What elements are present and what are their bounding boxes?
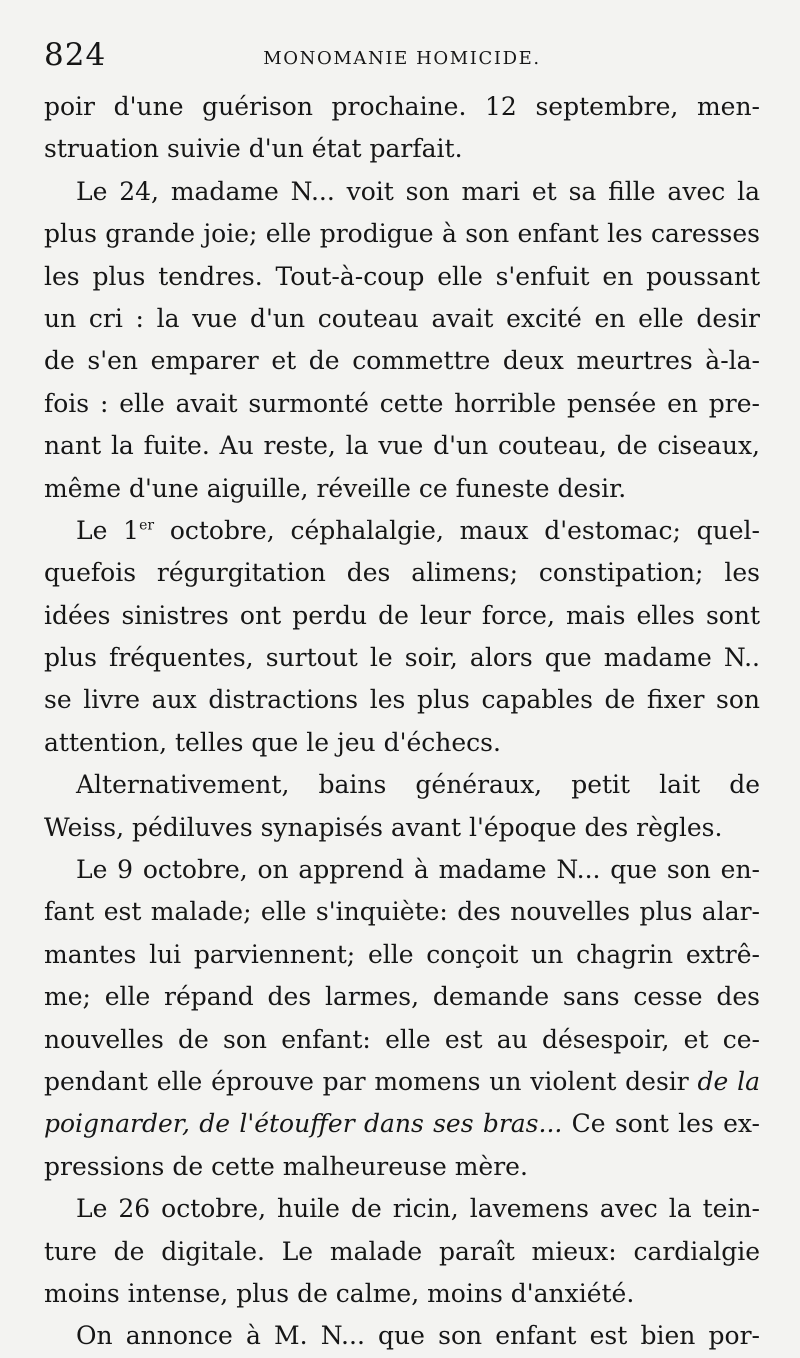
text-line: mantes lui parviennent; elle conçoit un chagrin extrê- — [44, 939, 760, 969]
text-line: poir d'une guérison prochaine. 12 septembre, men- — [44, 92, 760, 121]
running-title: MONOMANIE HOMICIDE. — [263, 48, 541, 69]
paragraph-2 — [44, 171, 760, 510]
text-line: idées sinistres ont perdu de leur force, mais elles sont — [44, 600, 760, 630]
paragraph-7 — [44, 1315, 760, 1357]
text-run: octobre, céphalalgie, maux d'estomac; quel- — [154, 515, 760, 545]
text-line: struation suivie d'un état parfait. — [44, 134, 463, 164]
text-line — [44, 510, 760, 552]
text-line: plus grande joie; elle prodigue à son enfant les caresses — [44, 219, 760, 249]
text-run: Le 1 — [76, 515, 140, 545]
italic-text: poignarder, de l'étouffer dans ses bras... — [44, 1109, 563, 1139]
text-line: Alternativement, bains généraux, petit lait de — [76, 770, 760, 800]
text-line: Weiss, pédiluves synapisés avant l'époque des règles. — [44, 812, 723, 842]
text-line: les plus tendres. Tout-à-coup elle s'enfuit en poussant — [44, 261, 760, 291]
text-line: de s'en emparer et de commettre deux meurtres à-la- — [44, 346, 760, 376]
paragraph-6 — [44, 1188, 760, 1315]
body-text — [44, 86, 760, 1358]
text-run: Ce sont les ex- — [562, 1109, 760, 1139]
superscript: er — [139, 517, 155, 534]
text-line — [44, 1103, 760, 1145]
text-run: pendant elle éprouve par momens un violent desir — [44, 1066, 698, 1096]
running-head — [44, 0, 760, 78]
text-line: On annonce à M. N... que son enfant est bien por- — [76, 1321, 760, 1351]
text-line: même d'une aiguille, réveille ce funeste desir. — [44, 473, 627, 503]
text-line: Le 9 octobre, on apprend à madame N... que son en- — [76, 855, 760, 885]
paragraph-5 — [44, 849, 760, 1188]
text-line: attention, telles que le jeu d'échecs. — [44, 727, 501, 757]
text-line: Le 24, madame N... voit son mari et sa fille avec la — [76, 176, 760, 206]
text-line: nant la fuite. Au reste, la vue d'un couteau, de ciseaux, — [44, 431, 760, 461]
paragraph-1 — [44, 86, 760, 171]
text-line: me; elle répand des larmes, demande sans cesse des — [44, 982, 760, 1012]
text-line: fois : elle avait surmonté cette horrible pensée en pre- — [44, 388, 760, 418]
text-line: Le 26 octobre, huile de ricin, lavemens avec la tein- — [76, 1194, 760, 1224]
text-line: plus fréquentes, surtout le soir, alors que madame N.. — [44, 643, 760, 673]
text-line: se livre aux distractions les plus capables de fixer son — [44, 685, 760, 715]
paragraph-4 — [44, 764, 760, 849]
page-number: 824 — [44, 37, 107, 73]
text-line — [44, 1061, 760, 1103]
text-line: fant est malade; elle s'inquiète: des nouvelles plus alar- — [44, 897, 760, 927]
text-line: un cri : la vue d'un couteau avait excité en elle desir — [44, 303, 760, 333]
text-line: ture de digitale. Le malade paraît mieux: cardialgie — [44, 1236, 760, 1266]
text-line: pressions de cette malheureuse mère. — [44, 1151, 528, 1181]
paragraph-3 — [44, 510, 760, 764]
text-line: moins intense, plus de calme, moins d'anxiété. — [44, 1278, 635, 1308]
text-line: quefois régurgitation des alimens; constipation; les — [44, 558, 760, 588]
italic-text: de la — [697, 1066, 760, 1096]
text-line: nouvelles de son enfant: elle est au désespoir, et ce- — [44, 1024, 760, 1054]
